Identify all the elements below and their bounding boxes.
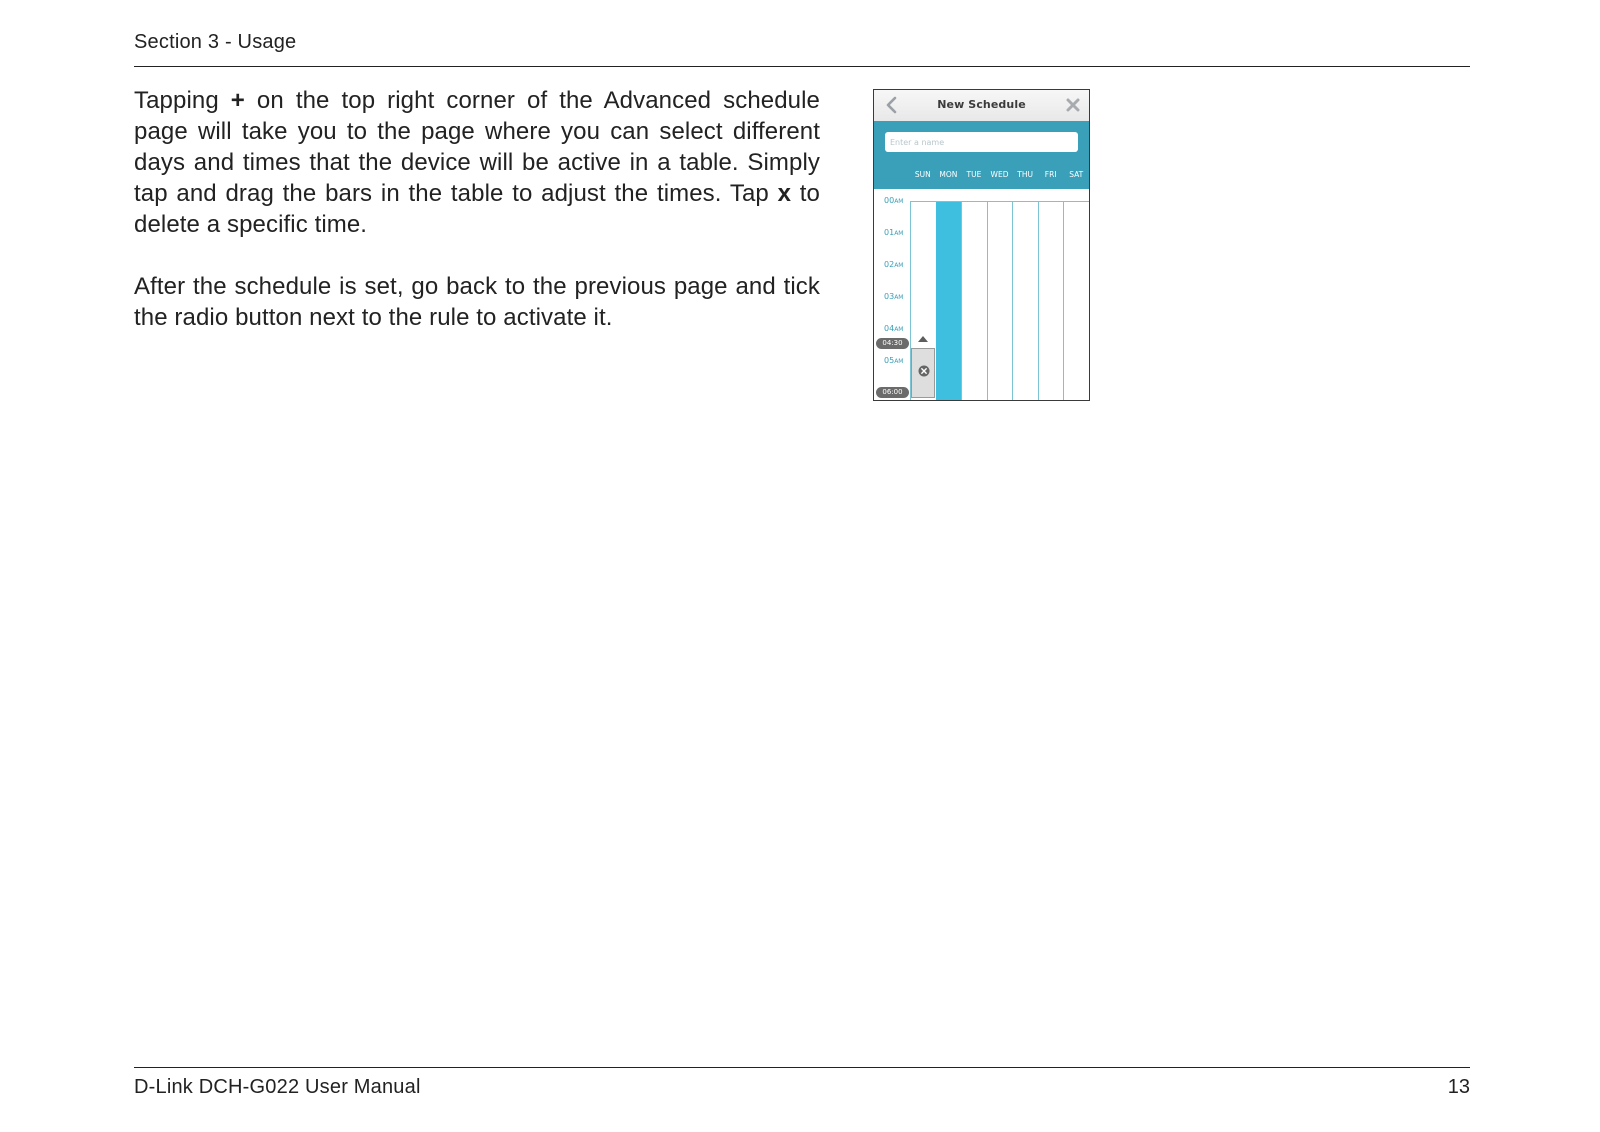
p1-text-c: to delete a specific time. — [134, 180, 821, 238]
plus-symbol: + — [230, 87, 245, 114]
circle-x-icon[interactable] — [918, 365, 930, 377]
page-header — [134, 28, 1470, 56]
day-wed: WED — [990, 170, 1009, 179]
schedule-name-input[interactable] — [885, 132, 1078, 152]
day-sat: SAT — [1069, 170, 1084, 179]
column-wed[interactable] — [987, 202, 1012, 401]
section-title: Section 3 - Usage — [134, 31, 297, 53]
monday-active-bar[interactable] — [936, 202, 961, 400]
schedule-grid — [910, 201, 1089, 401]
screen-top-bar — [874, 90, 1089, 122]
sunday-selected-bar[interactable] — [911, 348, 935, 398]
header-divider — [134, 66, 1470, 67]
column-sat[interactable] — [1063, 202, 1089, 401]
footer-divider — [134, 1067, 1470, 1068]
paragraph-1 — [134, 85, 820, 240]
day-header-row — [910, 168, 1089, 182]
time-label: 01AM — [884, 228, 904, 237]
p1-text-b: on the top right corner of the Advanced schedule page will take you to the page where you can select different days and times that the device will be active in a table. Simply tap and drag the bars in the table to adjust the times. Tap — [134, 87, 820, 207]
new-schedule-screenshot — [873, 89, 1090, 401]
start-time-pill[interactable]: 04:30 — [876, 338, 909, 349]
time-label: 05AM — [884, 356, 904, 365]
screen-title: New Schedule — [937, 98, 1026, 111]
time-label: 00AM — [884, 196, 904, 205]
day-sun: SUN — [914, 170, 931, 179]
time-label: 02AM — [884, 260, 904, 269]
body-text — [134, 85, 820, 364]
x-symbol: x — [777, 180, 792, 207]
end-time-pill[interactable]: 06:00 — [876, 387, 909, 398]
time-label: 04AM — [884, 324, 904, 333]
schedule-grid-area — [874, 189, 1089, 401]
paragraph-2: After the schedule is set, go back to the previous page and tick the radio button next to the rule to activate it. — [134, 273, 820, 331]
column-fri[interactable] — [1038, 202, 1063, 401]
time-gutter — [874, 189, 910, 401]
close-icon[interactable] — [1065, 97, 1081, 113]
schedule-header-panel — [874, 121, 1089, 189]
column-tue[interactable] — [961, 202, 987, 401]
day-thu: THU — [1017, 170, 1033, 179]
day-tue: TUE — [966, 170, 982, 179]
manual-title: D-Link DCH-G022 User Manual — [134, 1076, 421, 1098]
p1-text-a: Tapping — [134, 87, 231, 114]
day-mon: MON — [939, 170, 958, 179]
day-fri: FRI — [1044, 170, 1057, 179]
page-number: 13 — [1447, 1076, 1470, 1098]
triangle-up-icon[interactable] — [917, 335, 929, 343]
column-thu[interactable] — [1012, 202, 1038, 401]
time-label: 03AM — [884, 292, 904, 301]
